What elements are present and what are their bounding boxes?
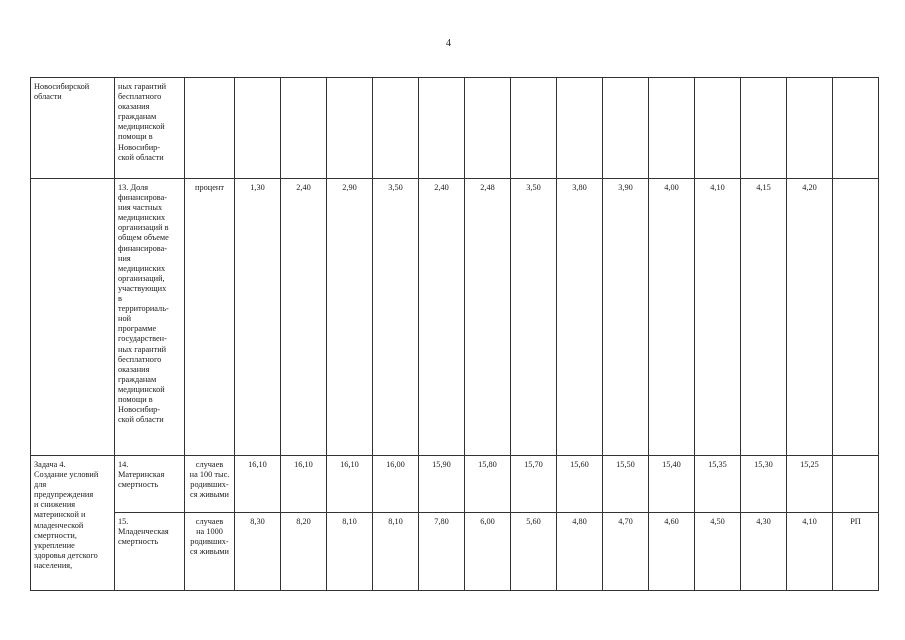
indicators-table <box>30 77 879 591</box>
value-cell <box>695 78 741 179</box>
value-cell: 3,50 <box>373 179 419 456</box>
value-cell: 4,50 <box>695 513 741 591</box>
table-row <box>31 78 879 179</box>
value-cell <box>511 78 557 179</box>
value-cell: 15,30 <box>741 456 787 513</box>
value-cell: 15,35 <box>695 456 741 513</box>
note-cell <box>833 179 879 456</box>
value-cell: 1,30 <box>235 179 281 456</box>
goal-cell: Новосибирской области <box>31 78 115 179</box>
value-cell: 8,20 <box>281 513 327 591</box>
value-cell: 2,48 <box>465 179 511 456</box>
value-cell: 8,10 <box>327 513 373 591</box>
unit-cell: случаев на 1000 родивших- ся живыми <box>185 513 235 591</box>
value-cell <box>419 78 465 179</box>
value-cell: 15,80 <box>465 456 511 513</box>
value-cell: 7,80 <box>419 513 465 591</box>
value-cell: 2,90 <box>327 179 373 456</box>
unit-cell <box>185 78 235 179</box>
unit-cell: случаев на 100 тыс. родивших- ся живыми <box>185 456 235 513</box>
indicator-cell: 14. Материнская смертность <box>115 456 185 513</box>
page-number: 4 <box>446 38 451 49</box>
value-cell: 15,70 <box>511 456 557 513</box>
note-cell: РП <box>833 513 879 591</box>
value-cell <box>649 78 695 179</box>
value-cell: 16,10 <box>235 456 281 513</box>
value-cell: 4,00 <box>649 179 695 456</box>
table-row <box>31 456 879 513</box>
value-cell: 16,10 <box>327 456 373 513</box>
value-cell <box>557 78 603 179</box>
value-cell: 4,10 <box>695 179 741 456</box>
value-cell: 15,60 <box>557 456 603 513</box>
value-cell: 3,80 <box>557 179 603 456</box>
value-cell <box>281 78 327 179</box>
goal-cell: Задача 4. Создание условий для предупреждения и снижения материнской и младенческой смертности, укрепление здоровья детского населения, <box>31 456 115 591</box>
value-cell: 4,70 <box>603 513 649 591</box>
value-cell: 16,00 <box>373 456 419 513</box>
value-cell: 4,30 <box>741 513 787 591</box>
table-row <box>31 513 879 591</box>
value-cell: 6,00 <box>465 513 511 591</box>
value-cell: 16,10 <box>281 456 327 513</box>
value-cell: 4,10 <box>787 513 833 591</box>
value-cell: 2,40 <box>419 179 465 456</box>
value-cell <box>235 78 281 179</box>
table-row <box>31 179 879 456</box>
value-cell: 8,30 <box>235 513 281 591</box>
indicator-cell: 13. Доля финансирова- ния частных медицинских организаций в общем объеме финансирова- ния медицинских организаций, участвующих в территориаль- ной программе государствен- ных гарантий бесплатного оказания гражданам медицинской помощи в Новосибир- ской области <box>115 179 185 456</box>
value-cell: 4,80 <box>557 513 603 591</box>
value-cell <box>465 78 511 179</box>
value-cell: 4,15 <box>741 179 787 456</box>
value-cell: 15,40 <box>649 456 695 513</box>
value-cell: 5,60 <box>511 513 557 591</box>
goal-cell <box>31 179 115 456</box>
value-cell: 15,50 <box>603 456 649 513</box>
value-cell: 8,10 <box>373 513 419 591</box>
indicator-cell: 15. Младенческая смертность <box>115 513 185 591</box>
note-cell <box>833 456 879 513</box>
value-cell: 3,50 <box>511 179 557 456</box>
value-cell <box>327 78 373 179</box>
value-cell: 15,25 <box>787 456 833 513</box>
value-cell <box>373 78 419 179</box>
value-cell <box>741 78 787 179</box>
value-cell: 15,90 <box>419 456 465 513</box>
indicator-cell: ных гарантий бесплатного оказания гражданам медицинской помощи в Новосибир- ской области <box>115 78 185 179</box>
note-cell <box>833 78 879 179</box>
value-cell <box>787 78 833 179</box>
value-cell <box>603 78 649 179</box>
value-cell: 3,90 <box>603 179 649 456</box>
unit-cell: процент <box>185 179 235 456</box>
value-cell: 4,60 <box>649 513 695 591</box>
value-cell: 2,40 <box>281 179 327 456</box>
value-cell: 4,20 <box>787 179 833 456</box>
